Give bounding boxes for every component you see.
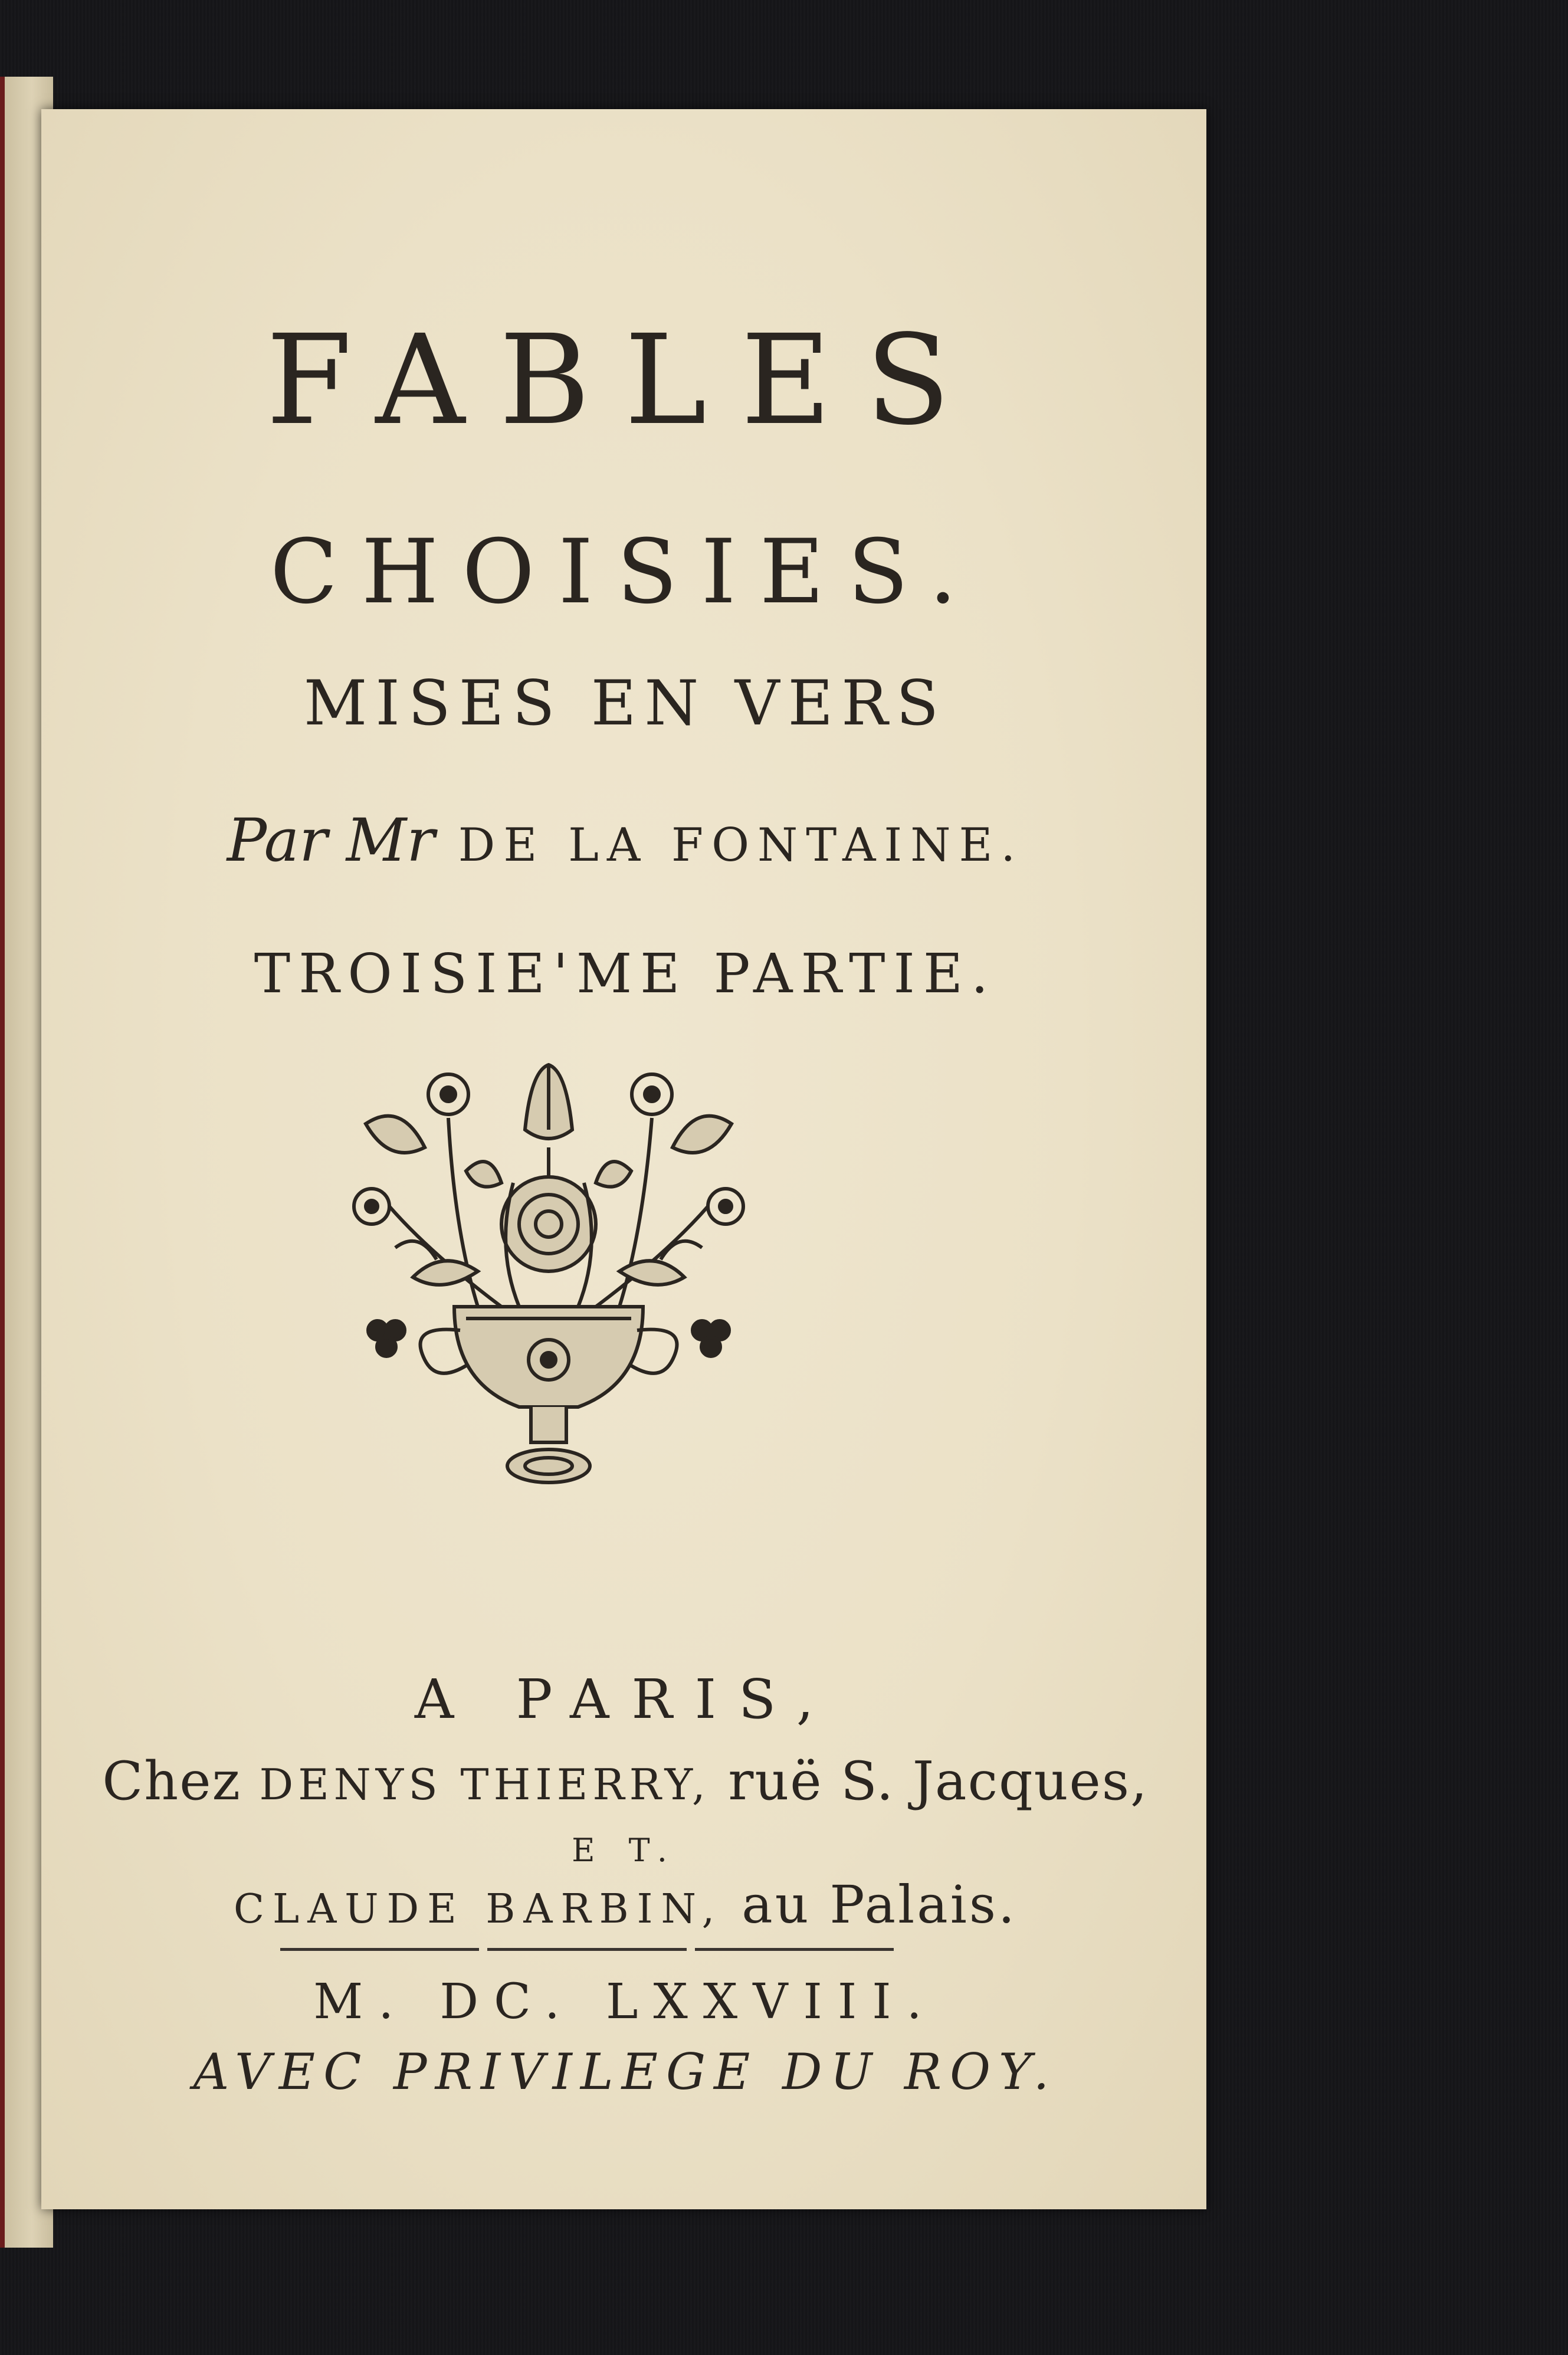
printer1-name: DENYS THIERRY, — [259, 1760, 710, 1809]
part-line: TROISIE'ME PARTIE. — [254, 942, 997, 1005]
printer-line-2 — [83, 1874, 1168, 1935]
printer1-address: ruë S. Jacques, — [728, 1750, 1149, 1812]
printer-line-1 — [83, 1750, 1168, 1812]
publication-date: M. DC. LXXVIII. — [313, 1974, 937, 2030]
author-line — [83, 806, 1168, 875]
printer2-address: au Palais. — [742, 1874, 1017, 1935]
author-prefix: Par Mr — [227, 806, 435, 875]
book-subtitle: CHOISIES. — [270, 521, 981, 624]
author-name: DE LA FONTAINE. — [458, 819, 1024, 872]
book-title: FABLES — [265, 308, 985, 452]
mises-en-vers: MISES EN VERS — [303, 667, 947, 739]
privilege-line: AVEC PRIVILEGE DU ROY. — [193, 2043, 1058, 2101]
flower-vase-woodcut-icon — [324, 1053, 773, 1572]
conjunction-line: E T. — [572, 1832, 679, 1869]
divider-rule — [280, 1947, 894, 1953]
title-page — [41, 109, 1206, 2209]
printer1-prefix: Chez — [102, 1750, 241, 1812]
printer2-name: CLAUDE BARBIN, — [234, 1886, 723, 1933]
rule-segment — [487, 1948, 686, 1951]
city-line: A PARIS, — [414, 1668, 837, 1731]
rule-segment — [280, 1948, 479, 1951]
rule-segment — [695, 1948, 894, 1951]
